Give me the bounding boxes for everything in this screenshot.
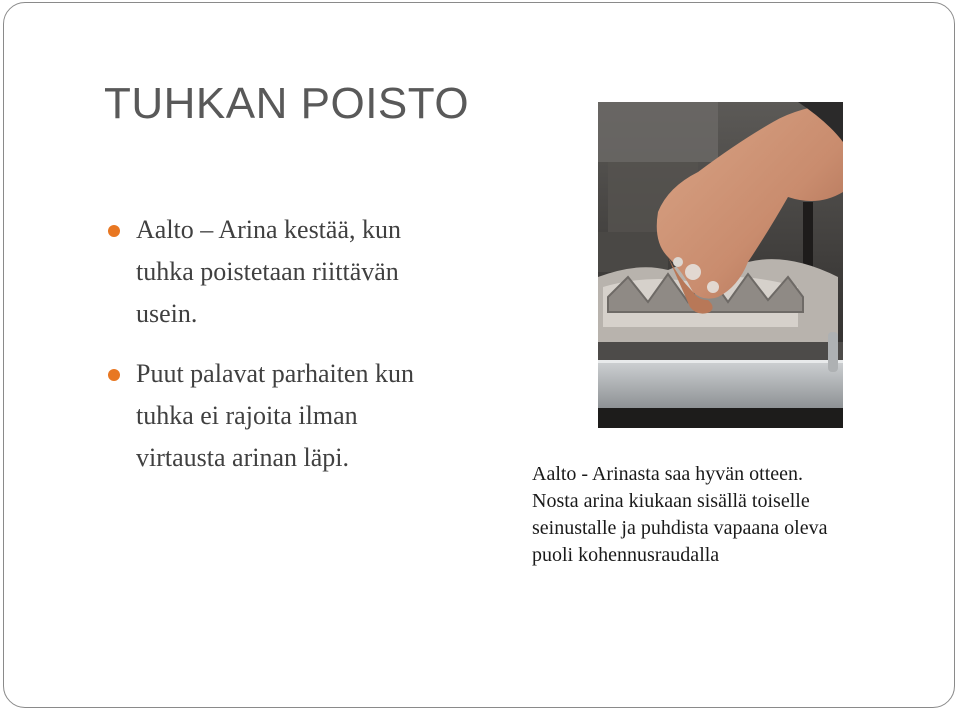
- caption-line: puoli kohennusraudalla: [532, 544, 720, 566]
- bullet-line: virtausta arinan läpi.: [136, 443, 349, 472]
- bullet-item: [108, 353, 508, 479]
- caption-line: Nosta arina kiukaan sisällä toiselle: [532, 490, 810, 512]
- photo-caption: [532, 461, 932, 569]
- bullet-item: [108, 209, 508, 335]
- slide: [3, 2, 955, 708]
- bullet-line: tuhka poistetaan riittävän: [136, 257, 399, 286]
- caption-line: seinustalle ja puhdista vapaana oleva: [532, 517, 828, 539]
- hand-lifting-grate-photo: [598, 102, 843, 428]
- bullet-line: usein.: [136, 299, 198, 328]
- slide-title: TUHKAN POISTO: [104, 79, 470, 128]
- bullet-list: [108, 209, 508, 497]
- bullet-dot-icon: [108, 369, 120, 381]
- photo-illustration: [598, 102, 843, 428]
- bullet-dot-icon: [108, 225, 120, 237]
- bullet-line: Aalto – Arina kestää, kun: [136, 215, 401, 244]
- caption-line: Aalto - Arinasta saa hyvän otteen.: [532, 463, 804, 485]
- bullet-line: tuhka ei rajoita ilman: [136, 401, 358, 430]
- bullet-line: Puut palavat parhaiten kun: [136, 359, 414, 388]
